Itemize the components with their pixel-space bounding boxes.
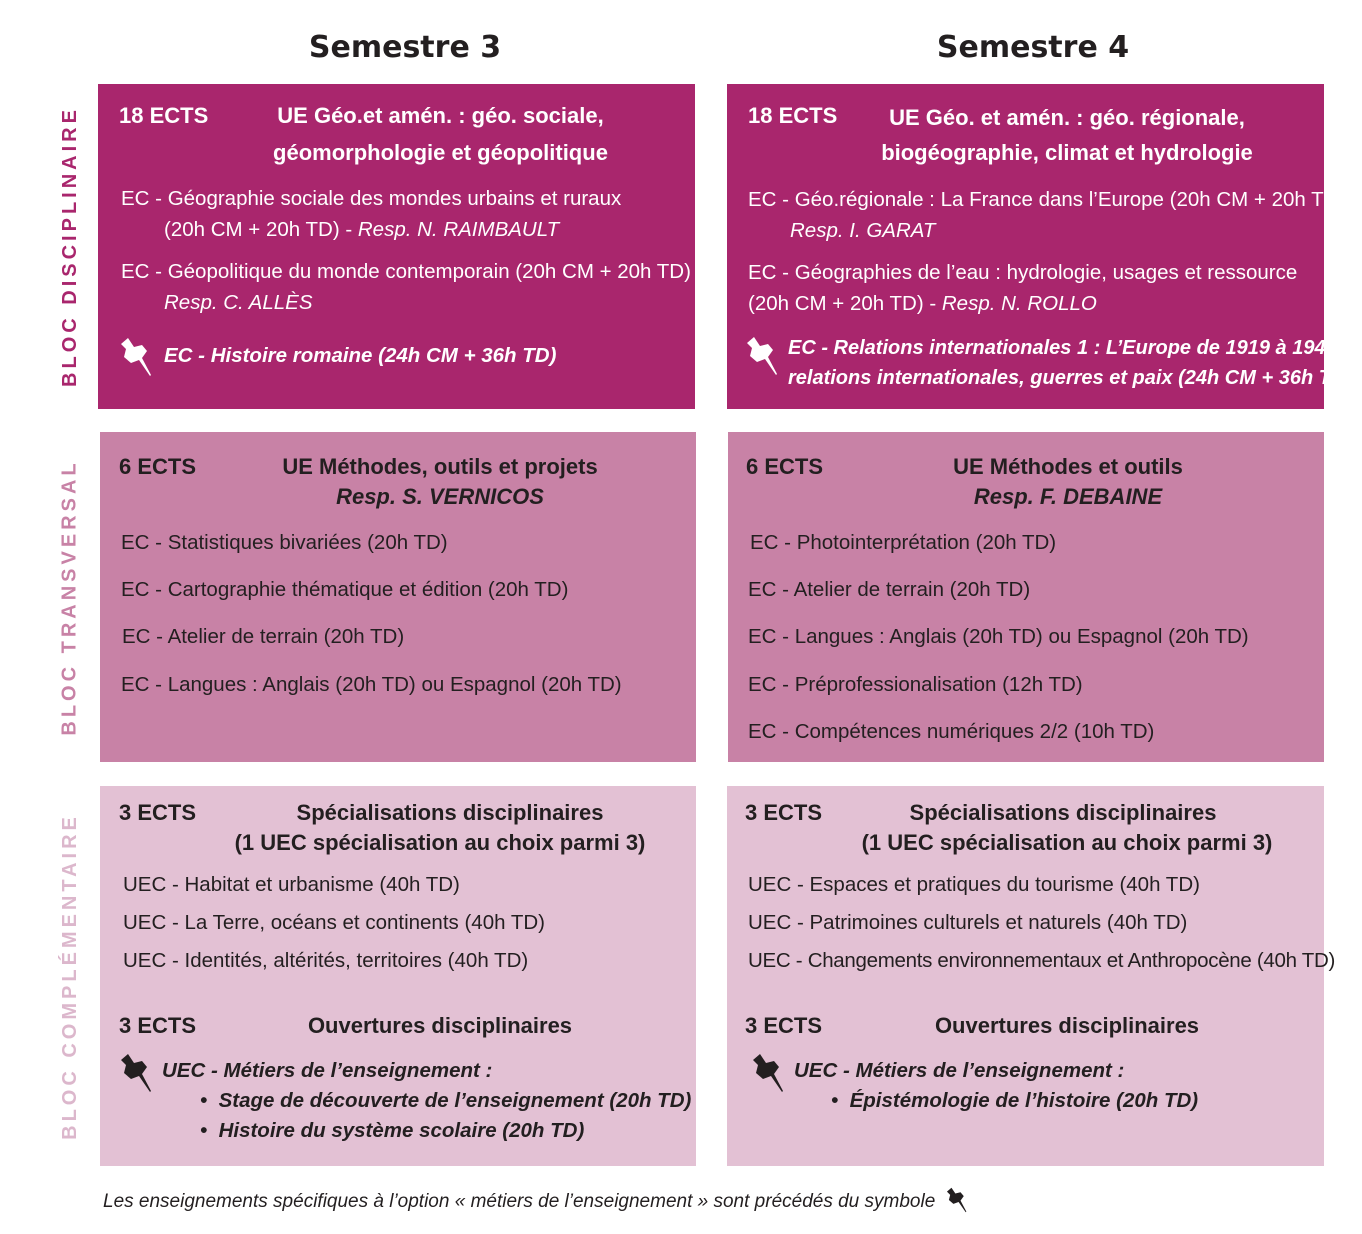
ects-badge: 3 ECTS (745, 800, 823, 825)
ec-item-resp: Resp. I. GARAT (790, 219, 936, 242)
ouvertures-title: Ouvertures disciplinaires (307, 1013, 573, 1038)
ouvertures-title: Ouvertures disciplinaires (934, 1013, 1200, 1038)
ec-item-detail: (20h CM + 20h TD) - Resp. N. ROLLO (748, 292, 1097, 315)
uec-item: UEC - Identités, altérités, territoires (40h TD) (123, 949, 529, 972)
ec-item-enseignement-line2: relations internationales, guerres et paix (24h CM + 36h TD) (788, 367, 1353, 389)
ects-badge: 3 ECTS (119, 1013, 197, 1038)
bloc-disciplinaire-label: BLOC DISCIPLINAIRE (58, 106, 81, 387)
ec-item: EC - Géographies de l’eau : hydrologie, usages et ressource (748, 261, 1298, 284)
uec-item-enseignement: UEC - Métiers de l’enseignement : (794, 1059, 1125, 1082)
ec-item-detail: (20h CM + 20h TD) - Resp. N. RAIMBAULT (164, 218, 560, 241)
ec-item-enseignement: EC - Relations internationales 1 : L’Europe de 1919 à 1945 : (788, 337, 1349, 359)
ec-item-enseignement: EC - Histoire romaine (24h CM + 36h TD) (164, 344, 557, 367)
s3-bloc-complementaire (100, 786, 696, 1166)
pushpin-icon (118, 336, 152, 378)
bloc-complementaire-label: BLOC COMPLÉMENTAIRE (58, 812, 81, 1140)
ec-item: EC - Photointerprétation (20h TD) (750, 531, 1057, 554)
specialisations-subtitle: (1 UEC spécialisation au choix parmi 3) (861, 830, 1273, 855)
specialisations-subtitle: (1 UEC spécialisation au choix parmi 3) (234, 830, 646, 855)
s4-bloc-complementaire (727, 786, 1336, 1166)
ec-item: EC - Atelier de terrain (20h TD) (748, 578, 1031, 601)
ue-title: UE Géo.et amén. : géo. sociale, (277, 103, 604, 128)
semester-3-title: Semestre 3 (308, 30, 502, 65)
uec-item: UEC - La Terre, océans et continents (40h TD) (123, 911, 545, 934)
ects-badge: 6 ECTS (746, 454, 824, 479)
ue-resp: Resp. F. DEBAINE (973, 484, 1163, 509)
ects-badge: 18 ECTS (748, 103, 838, 128)
sub-item: • Stage de découverte de l’enseignement (20h TD) (200, 1089, 692, 1112)
ue-title: UE Géo. et amén. : géo. régionale, (889, 105, 1245, 130)
s4-bloc-disciplinaire (727, 84, 1353, 409)
s4-bloc-transversal (728, 432, 1324, 762)
specialisations-title: Spécialisations disciplinaires (296, 800, 604, 825)
ue-title-line2: biogéographie, climat et hydrologie (881, 140, 1253, 165)
pushpin-icon (744, 335, 778, 377)
sub-item: • Épistémologie de l’histoire (20h TD) (831, 1089, 1199, 1112)
ue-resp: Resp. S. VERNICOS (336, 484, 544, 509)
uec-item: UEC - Changements environnementaux et Anthropocène (40h TD) (748, 949, 1336, 972)
s3-bloc-transversal (100, 432, 696, 762)
ects-badge: 3 ECTS (745, 1013, 823, 1038)
uec-item-enseignement: UEC - Métiers de l’enseignement : (162, 1059, 493, 1082)
ects-badge: 18 ECTS (119, 103, 209, 128)
sub-item: • Histoire du système scolaire (20h TD) (200, 1119, 585, 1142)
pushpin-icon (750, 1052, 784, 1094)
semester-4-title: Semestre 4 (936, 30, 1130, 65)
ects-badge: 3 ECTS (119, 800, 197, 825)
ec-item: EC - Langues : Anglais (20h TD) ou Espagnol (20h TD) (121, 673, 622, 696)
ec-item: EC - Langues : Anglais (20h TD) ou Espagnol (20h TD) (748, 625, 1249, 648)
ue-title-line2: géomorphologie et géopolitique (273, 140, 608, 165)
footer-note: Les enseignements spécifiques à l’option « métiers de l’enseignement » sont précédés du symbole (103, 1186, 967, 1214)
uec-item: UEC - Habitat et urbanisme (40h TD) (123, 873, 460, 896)
ue-title: UE Méthodes, outils et projets (282, 454, 598, 479)
ec-item: EC - Statistiques bivariées (20h TD) (121, 531, 448, 554)
ec-item: EC - Géopolitique du monde contemporain (20h CM + 20h TD) (121, 260, 691, 283)
ec-item: EC - Géo.régionale : La France dans l’Europe (20h CM + 20h TD) (748, 188, 1346, 211)
s3-bloc-disciplinaire (98, 84, 695, 409)
bloc-transversal-label: BLOC TRANSVERSAL (58, 458, 81, 736)
ects-badge: 6 ECTS (119, 454, 197, 479)
pushpin-icon (118, 1052, 152, 1094)
uec-item: UEC - Espaces et pratiques du tourisme (40h TD) (748, 873, 1200, 896)
ue-title: UE Méthodes et outils (953, 454, 1183, 479)
ec-item: EC - Géographie sociale des mondes urbains et ruraux (121, 187, 622, 210)
uec-item: UEC - Patrimoines culturels et naturels (40h TD) (748, 911, 1188, 934)
ec-item: EC - Atelier de terrain (20h TD) (122, 625, 405, 648)
ec-item: EC - Compétences numériques 2/2 (10h TD) (748, 720, 1155, 743)
ec-item: EC - Cartographie thématique et édition (20h TD) (121, 578, 569, 601)
specialisations-title: Spécialisations disciplinaires (909, 800, 1217, 825)
ec-item-resp: Resp. C. ALLÈS (164, 291, 313, 314)
pushpin-icon (945, 1186, 967, 1214)
ec-item: EC - Préprofessionalisation (12h TD) (748, 673, 1083, 696)
